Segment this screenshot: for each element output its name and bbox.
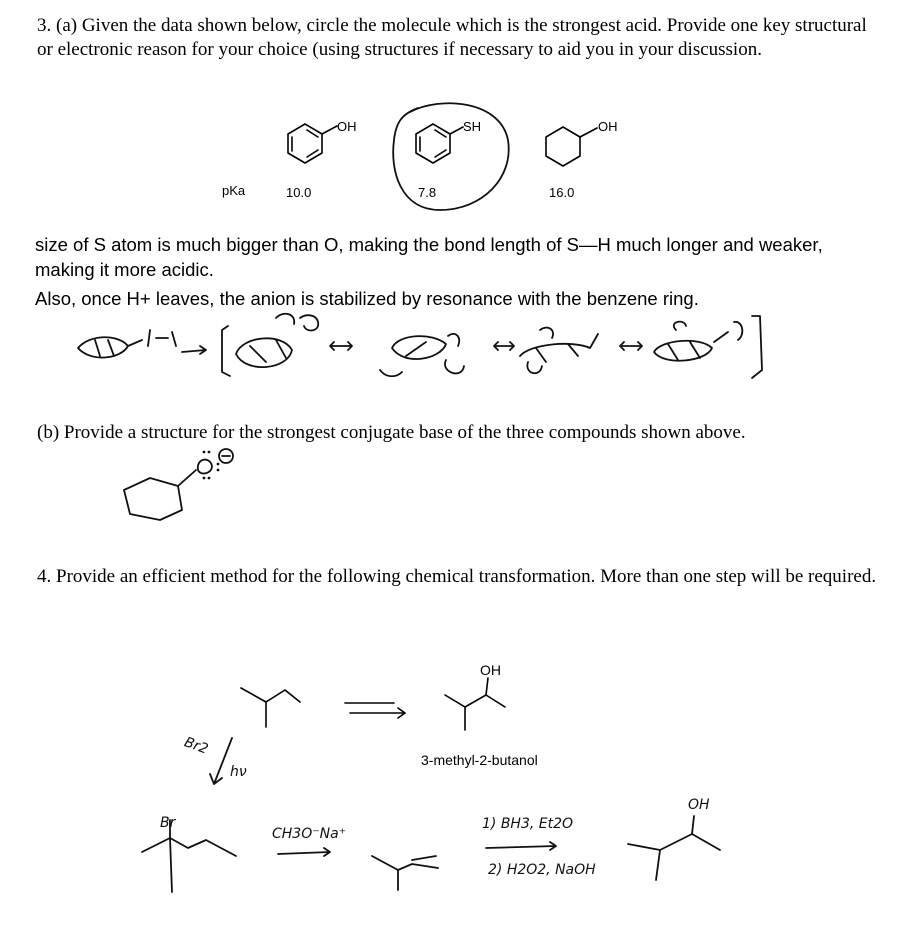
phenol-oh-label: OH bbox=[337, 119, 357, 134]
thiophenol-sh-label: SH bbox=[463, 119, 482, 134]
strongest-acid-circle bbox=[393, 103, 509, 210]
cyclohexanol-oh-label: OH bbox=[598, 119, 618, 134]
hand-step2-label: 2) H2O2, NaOH bbox=[488, 862, 596, 878]
handwritten-synthesis bbox=[142, 738, 720, 892]
reaction-arrow bbox=[345, 703, 405, 718]
pka-value-phenol: 10.0 bbox=[286, 185, 312, 200]
pka-value-thiophenol: 7.8 bbox=[418, 185, 437, 200]
q4-prompt: 4. Provide an efficient method for the following chemical transformation. More than one step will be required. bbox=[37, 566, 877, 587]
thiophenol-structure bbox=[416, 124, 463, 163]
pka-value-cyclohexanol: 16.0 bbox=[549, 185, 575, 200]
hand-oh-label: OH bbox=[688, 797, 710, 813]
phenol-structure bbox=[288, 124, 337, 163]
hand-br-label: Br bbox=[160, 815, 176, 831]
q3-part-a-prompt: 3. (a) Given the data shown below, circle the molecule which is the strongest acid. Provide one key structural or electronic reason for your choice (using structures if necessary to aid you in your discussion. bbox=[37, 15, 867, 60]
starting-alkane bbox=[241, 688, 300, 727]
hand-methoxide-label: CH3O⁻Na⁺ bbox=[272, 826, 347, 842]
product-oh-label: OH bbox=[480, 662, 501, 678]
pka-label: pKa bbox=[222, 183, 246, 198]
hand-br2-label: Br2 bbox=[181, 734, 211, 758]
q3-part-b-prompt: (b) Provide a structure for the strongest conjugate base of the three compounds shown above. bbox=[37, 422, 746, 443]
answer-reason-text: size of S atom is much bigger than O, making the bond length of S—H much longer and weaker, making it more acidic. bbox=[35, 234, 823, 280]
cyclohexanol-structure bbox=[546, 127, 597, 166]
hand-hv-label: hν bbox=[230, 764, 247, 780]
product-name: 3-methyl-2-butanol bbox=[421, 752, 538, 768]
conjugate-base-drawing bbox=[124, 449, 233, 520]
resonance-drawings bbox=[78, 314, 762, 378]
product-structure bbox=[445, 678, 505, 730]
answer-resonance-text: Also, once H+ leaves, the anion is stabilized by resonance with the benzene ring. bbox=[35, 288, 699, 309]
hand-step1-label: 1) BH3, Et2O bbox=[482, 816, 574, 832]
